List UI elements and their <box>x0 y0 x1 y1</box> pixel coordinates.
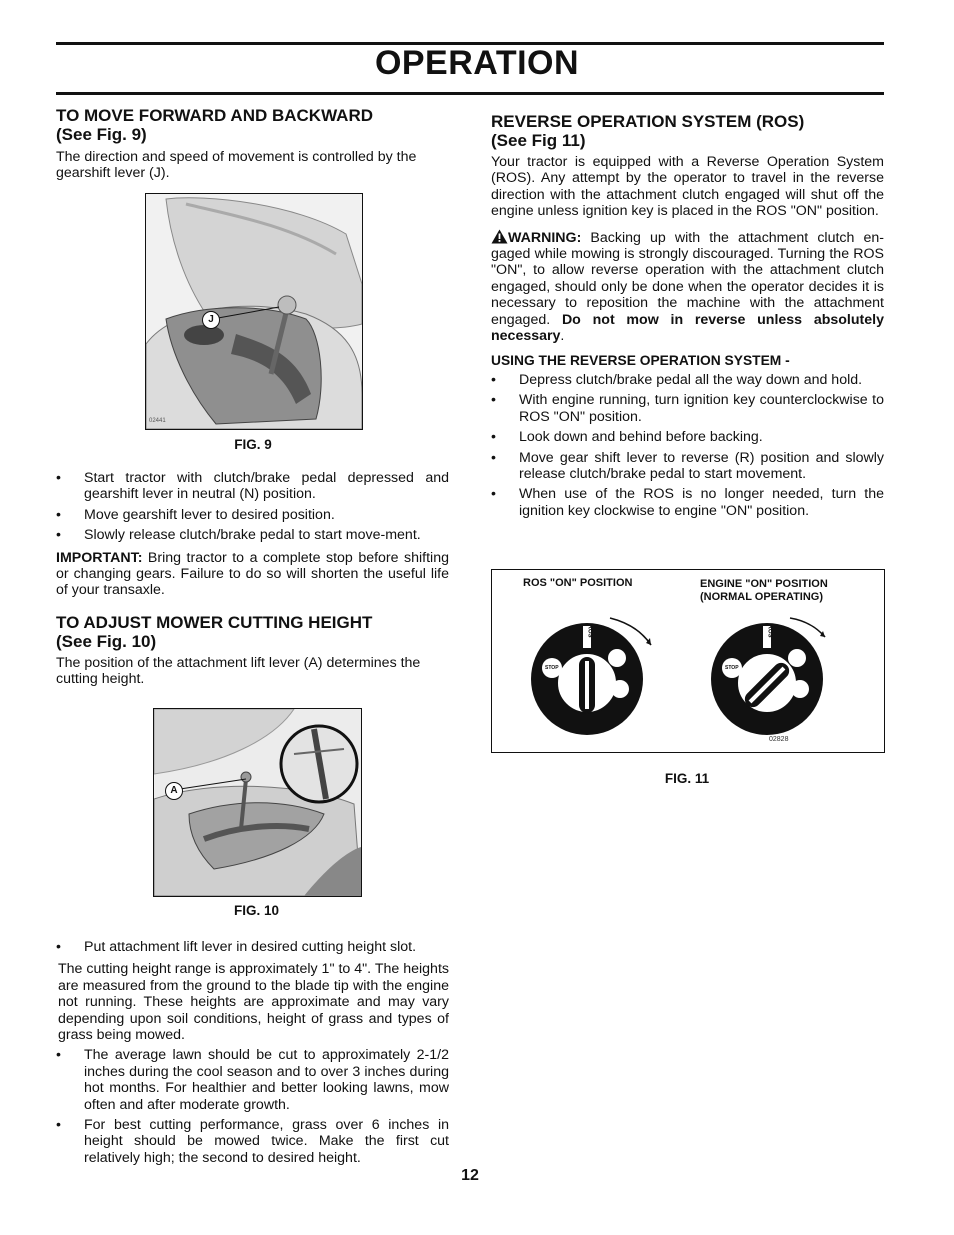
figure-11-code: 02828 <box>769 736 789 743</box>
ignition-dial-ros-on <box>525 613 665 738</box>
list-item: • The average lawn should be cut to approximately 2-1/2 inches during the cool season and to over 3 inches during hot months. For healthier and better looking lawns, mow often and after moderate growth. <box>56 1047 449 1113</box>
important-note <box>56 550 449 599</box>
list-item: • For best cutting performance, grass over 6 inches in height should be mowed twice. Make the first cut relatively high; the second to desired height. <box>56 1117 449 1166</box>
section-text-cutting: The position of the attachment lift lever (A) determines the cutting height. <box>56 654 421 688</box>
left-column-bullets <box>56 470 449 688</box>
important-text: Bring tractor to a complete stop before shifting or changing gears. Failure to do so will shorten the useful life of your transaxle. <box>56 549 449 599</box>
dial-1-stop-label: STOP <box>545 665 559 671</box>
list-item: • Start tractor with clutch/brake pedal depressed and gearshift lever in neutral (N) position. <box>56 470 449 503</box>
title-underline <box>56 92 884 95</box>
section-subheading-cutting: (See Fig. 10) <box>56 631 157 651</box>
section-heading-ros: REVERSE OPERATION SYSTEM (ROS) <box>491 112 805 131</box>
section-subheading-ros: (See Fig 11) <box>491 131 586 150</box>
figure-9-gearshift <box>145 193 363 430</box>
using-ros-heading: USING THE REVERSE OPERATION SYSTEM - <box>491 353 790 369</box>
warning-end: . <box>560 328 565 345</box>
section-subheading-move: (See Fig. 9) <box>56 125 147 144</box>
figure-11-ignition-positions <box>491 569 885 753</box>
warning-label: WARNING: <box>508 229 582 246</box>
figure-10-lift-lever <box>153 708 362 897</box>
figure-10-caption: FIG. 10 <box>233 903 279 918</box>
warning-bold-text: Do not mow in reverse unless absolutely necessary <box>491 311 884 345</box>
left-column <box>56 106 449 182</box>
page-number: 12 <box>461 1167 479 1184</box>
warning-paragraph <box>491 229 884 345</box>
warning-text: Backing up with the attachment clutch en-gaged while mowing is strongly discouraged. Turning the ROS "ON", to allow reverse operation with the attachment clutch engaged, should only be done when the operator decides it is necessary to reposition the machine with the attachment engaged. <box>491 229 884 328</box>
list-item: • With engine running, turn ignition key counterclockwise to ROS "ON" position. <box>491 392 884 425</box>
list-item: • Put attachment lift lever in desired cutting height slot. <box>56 939 449 955</box>
figure-9-caption: FIG. 9 <box>234 437 272 452</box>
section-heading-cutting: TO ADJUST MOWER CUTTING HEIGHT <box>56 612 373 632</box>
engine-on-position-label: ENGINE "ON" POSITION <box>700 578 828 590</box>
lift-lever-illustration <box>154 709 361 896</box>
label-j-callout <box>202 311 220 329</box>
right-column <box>491 112 884 523</box>
section-heading-move: TO MOVE FORWARD AND BACKWARD <box>56 106 374 125</box>
normal-operating-label: (NORMAL OPERATING) <box>700 591 824 603</box>
list-item: • When use of the ROS is no longer needed, turn the ignition key clockwise to engine "ON" position. <box>491 486 884 519</box>
label-j: J <box>208 314 214 325</box>
label-a: A <box>170 785 178 796</box>
list-item: • Slowly release clutch/brake pedal to start move-ment. <box>56 527 449 543</box>
page-title: OPERATION <box>374 44 580 82</box>
dial-1-ros-label: ROS <box>586 624 593 638</box>
section-text-move: The direction and speed of movement is controlled by the gearshift lever (J). <box>56 149 417 182</box>
section-text-ros: Your tractor is equipped with a Reverse Operation System (ROS). Any attempt by the operator to travel in the reverse direction with the attachment clutch engaged will shut off the engine unless ignition key is placed in the ROS "ON" position. <box>491 154 884 220</box>
label-a-callout <box>165 782 183 800</box>
left-column-cutting-list <box>56 939 449 1170</box>
dial-2-ros-label: ROS <box>766 624 773 638</box>
cutting-range-paragraph: The cutting height range is approximately 1" to 4". The heights are measured from the ground to the blade tip with the engine not running. These heights are approximate and may vary depending upon soil conditions, height of grass and types of grass being mowed. <box>58 961 449 1044</box>
list-item: • Move gear shift lever to reverse (R) position and slowly release clutch/brake pedal to start movement. <box>491 450 884 483</box>
list-item: • Depress clutch/brake pedal all the way down and hold. <box>491 372 884 388</box>
figure-11-caption: FIG. 11 <box>664 771 710 786</box>
list-item: • Look down and behind before backing. <box>491 429 884 445</box>
important-label: IMPORTANT: <box>56 549 143 566</box>
gearshift-illustration <box>146 194 362 429</box>
ros-on-position-label: ROS "ON" POSITION <box>523 577 633 589</box>
warning-triangle-icon <box>491 229 508 244</box>
figure-9-code: 02441 <box>149 418 166 424</box>
list-item: • Move gearshift lever to desired position. <box>56 507 449 523</box>
ignition-dial-engine-on <box>705 613 845 738</box>
dial-2-stop-label: STOP <box>725 665 739 671</box>
